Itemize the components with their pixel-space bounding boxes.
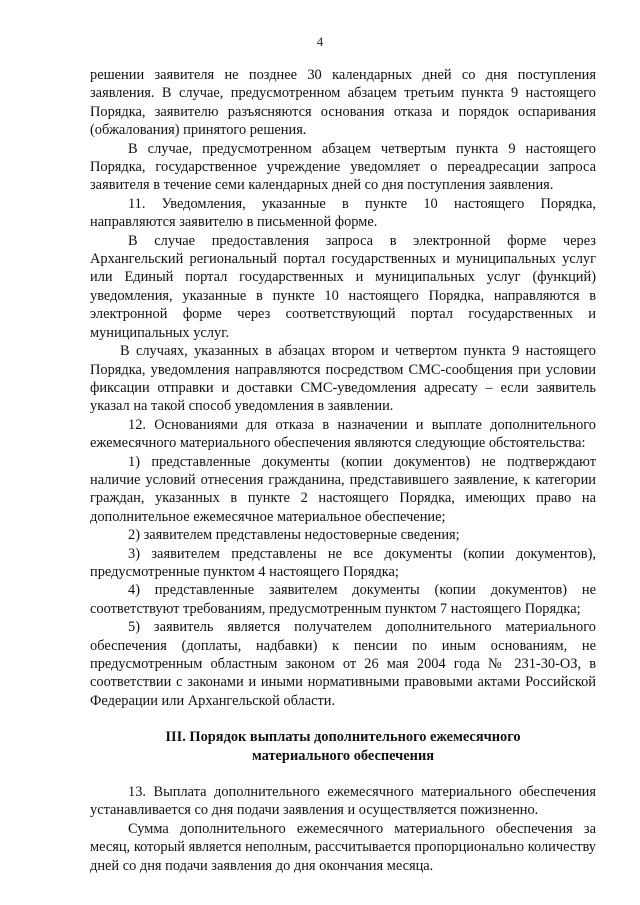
paragraph: В случаях, указанных в абзацах втором и четвертом пункта 9 настоящего Порядка, уведомления направляются посредством СМС-сообщения при условии фиксации отправки и доставки СМС-уведомления адресату – если заявитель указал на такой способ уведомления в заявлении. — [90, 343, 596, 415]
page-number: 4 — [316, 34, 324, 49]
document-body — [90, 66, 596, 875]
list-item: 4) представленные заявителем документы (копии документов) не соответствуют требованиям, предусмотренным пунктом 7 настоящего Порядка; — [90, 582, 596, 617]
list-item: 5) заявитель является получателем дополнительного материального обеспечения (доплаты, надбавки) к пенсии по иным основаниям, не предусмотренным областным законом от 26 мая 2004 года № 231-30-ОЗ, в соответствии с законами и иными нормативными правовыми актами Российской Федерации или Архангельской области. — [90, 619, 596, 709]
list-item: 1) представленные документы (копии документов) не подтверждают наличие условий отнесения гражданина, представившего заявление, к категории граждан, указанных в пункте 2 настоящего Порядка, имеющих право на дополнительное ежемесячное материальное обеспечение; — [90, 453, 596, 525]
paragraph: решении заявителя не позднее 30 календарных дней со дня поступления заявления. В случае, предусмотренном абзацем третьим пункта 9 настоящего Порядка, заявителю разъясняются основания отказа и порядок оспаривания (обжалования) принятого решения. — [90, 67, 596, 139]
list-item: 2) заявителем представлены недостоверные сведения; — [128, 527, 460, 544]
paragraph: 13. Выплата дополнительного ежемесячного материального обеспечения устанавливается со дня подачи заявления и осуществляется пожизненно. — [90, 784, 596, 819]
paragraph: В случае предоставления запроса в электронной форме через Архангельский региональный портал государственных и муниципальных услуг или Единый портал государственных и муниципальных услуг (функций) уведомления, указанные в пункте 10 настоящего Порядка, направляются в электронной форме через соответствующий портал государственных и муниципальных услуг. — [90, 232, 596, 341]
paragraph: 12. Основаниями для отказа в назначении и выплате дополнительного ежемесячного материального обеспечения являются следующие обстоятельства: — [90, 416, 596, 452]
paragraph: 11. Уведомления, указанные в пункте 10 настоящего Порядка, направляются заявителю в письменной форме. — [90, 195, 596, 231]
paragraph: В случае, предусмотренном абзацем четвертым пункта 9 настоящего Порядка, государственное учреждение уведомляет о переадресации запроса заявителя в течение семи календарных дней со дня поступления заявления. — [90, 140, 596, 194]
list-item: 3) заявителем представлены не все документы (копии документов), предусмотренные пунктом 4 настоящего Порядка; — [90, 545, 596, 580]
section-heading — [90, 728, 596, 765]
section-heading-line2: материального обеспечения — [251, 747, 435, 764]
paragraph: Сумма дополнительного ежемесячного материального обеспечения за месяц, который является неполным, рассчитывается пропорционально количеству дней со дня подачи заявления до дня окончания месяца. — [90, 820, 596, 874]
section-heading-line1: III. Порядок выплаты дополнительного ежемесячного — [165, 729, 521, 746]
